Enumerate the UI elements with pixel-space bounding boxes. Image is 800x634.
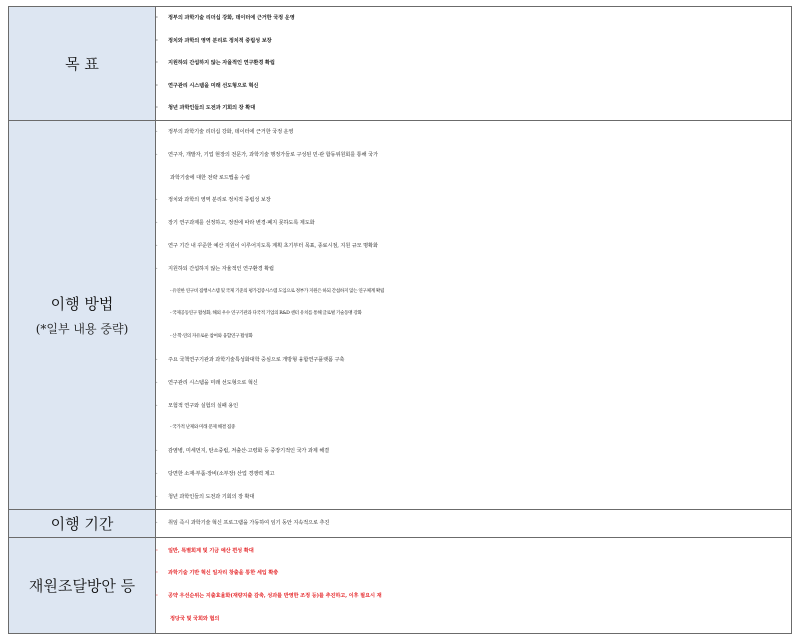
list-item: [156, 189, 791, 212]
item-text: - 국제공동연구 활성화, 해외 우수 연구기관과 다국적 기업의 R&D 센터 유치를 통해 글로벌 기술동맹 강화: [170, 311, 362, 317]
list-item: [156, 540, 791, 563]
item-text: 공약 우선순위는 지출효율화(재량지출 감축, 성과를 반영한 조정 등)를 추진하고, 이후 필요시 재: [168, 593, 382, 600]
list-item: [156, 121, 791, 144]
list-item: [156, 30, 791, 53]
table-row: [9, 509, 792, 537]
table-row: [9, 120, 792, 509]
item-text: 정당국 및 국회와 협의: [170, 615, 220, 622]
bullet-icon: ·: [156, 197, 158, 204]
bullet-icon: ·: [156, 151, 158, 158]
bullet-icon: ·: [156, 265, 158, 272]
bullet-icon: ·: [156, 356, 158, 363]
row-header: [9, 537, 156, 633]
list-item: [156, 258, 791, 281]
row-content: [156, 7, 792, 121]
list-item: [156, 372, 791, 395]
list-item: [156, 97, 791, 120]
bullet-icon: ·: [156, 493, 158, 500]
row-header-label: 재원조달방안 등: [28, 576, 136, 595]
item-text: 감염병, 미세먼지, 탄소중립, 저출산·고령화 등 중장기적인 국가 과제 해결: [168, 448, 330, 455]
bullet-icon: ·: [156, 60, 158, 67]
list-item-continuation: [156, 608, 791, 631]
item-text: 정치와 과학의 영역 분리로 정치적 중립성 보장: [168, 197, 271, 204]
bullet-icon: ·: [156, 570, 158, 577]
bullet-icon: ·: [156, 593, 158, 600]
item-text: 연구관리 시스템을 미래 선도형으로 혁신: [168, 82, 259, 89]
item-text: 정치와 과학의 영역 분리로 정치적 중립성 보장: [168, 37, 272, 44]
sub-item: [156, 326, 791, 349]
table-row: [9, 537, 792, 633]
bullet-icon: ·: [156, 105, 158, 112]
list-item-continuation: [156, 167, 791, 190]
list-item: [156, 512, 791, 535]
sub-item: [156, 303, 791, 326]
list-item: [156, 562, 791, 585]
bullet-icon: ·: [156, 547, 158, 554]
bullet-icon: ·: [156, 448, 158, 455]
bullet-icon: ·: [156, 402, 158, 409]
row-header: [9, 7, 156, 121]
bullet-icon: ·: [156, 379, 158, 386]
item-text: - 산·학·연의 자유로운 참여와 융합연구 활성화: [170, 334, 253, 340]
item-text: - 국가적 난제와 미래 문제 해결 집중: [170, 425, 236, 431]
item-text: 과학기술 기반 혁신 일자리 창출을 통한 세입 확충: [168, 570, 279, 577]
item-text: 모험적 연구와 실험의 실패 용인: [168, 402, 239, 409]
bullet-icon: ·: [156, 242, 158, 249]
row-content: [156, 509, 792, 537]
list-item: [156, 440, 791, 463]
item-text: 일반, 특별회계 및 기금 예산 편성 확대: [168, 547, 254, 554]
sub-item: [156, 281, 791, 304]
item-text: - 유연한 연구비 집행시스템 및 국제 기준의 평가검증시스템 도입으로 정부가 지원은 하되 간섭하지 않는 연구체계 확립: [170, 288, 385, 294]
list-item: [156, 395, 791, 418]
list-item: [156, 486, 791, 509]
bullet-icon: ·: [156, 15, 158, 21]
row-header: [9, 120, 156, 509]
sub-item: [156, 417, 791, 440]
row-header-note: (*일부 내용 중략): [35, 321, 129, 336]
row-header: [9, 509, 156, 537]
list-item: [156, 212, 791, 235]
item-text: 주요 국책연구기관과 과학기술특성화대학 중심으로 개방형 융합연구플랫폼 구축: [168, 356, 345, 363]
bullet-icon: ·: [156, 128, 158, 135]
item-text: 청년 과학인들의 도전과 기회의 장 확대: [168, 493, 255, 500]
item-text: 과학기술에 대한 전략 로드맵을 수립: [170, 174, 250, 181]
table-row: [9, 7, 792, 121]
list-item: [156, 7, 791, 30]
bullet-icon: ·: [156, 519, 158, 526]
row-header-label: 목 표: [65, 54, 99, 73]
item-text: 정부의 과학기술 리더십 강화, 데이터에 근거한 국정 운영: [168, 128, 294, 135]
item-text: 취임 즉시 과학기술 혁신 프로그램을 가동하여 임기 동안 지속적으로 추진: [168, 519, 330, 526]
bullet-icon: ·: [156, 220, 158, 227]
item-text: 지원하되 간섭하지 않는 자율적인 연구환경 확립: [168, 265, 274, 272]
list-item: [156, 585, 791, 608]
item-text: 정부의 과학기술 리더십 강화, 데이터에 근거한 국정 운영: [168, 15, 295, 21]
bullet-icon: ·: [156, 470, 158, 477]
bullet-icon: ·: [156, 37, 158, 44]
item-text: 청년 과학인들의 도전과 기회의 장 확대: [168, 105, 256, 112]
item-text: 연구관리 시스템을 미래 선도형으로 혁신: [168, 379, 258, 386]
row-header-label: 이행 방법: [50, 294, 114, 313]
list-item: [156, 75, 791, 98]
list-item: [156, 52, 791, 75]
item-text: 지원하되 간섭하지 않는 자율적인 연구환경 확립: [168, 60, 275, 67]
row-header-label: 이행 기간: [50, 514, 114, 533]
pledge-table: [8, 6, 792, 634]
list-item: [156, 144, 791, 167]
list-item: [156, 349, 791, 372]
bullet-icon: ·: [156, 82, 158, 89]
row-content: [156, 120, 792, 509]
item-text: 장기 연구과제를 선정하고, 정권에 따라 변경·폐지 못하도록 제도화: [168, 220, 315, 227]
list-item: [156, 463, 791, 486]
item-text: 연구 기간 내 꾸준한 예산 지원이 이루어지도록 계획 초기부터 목표, 종료시점, 지원 규모 명확화: [168, 242, 378, 249]
row-content: [156, 537, 792, 633]
list-item: [156, 235, 791, 258]
item-text: 당면한 소재·부품·장비(소부장) 산업 경쟁력 제고: [168, 470, 275, 477]
item-text: 연구자, 개발자, 기업 현장의 전문가, 과학기술 행정가들로 구성된 민·관 합동위원회를 통해 국가: [168, 151, 378, 158]
